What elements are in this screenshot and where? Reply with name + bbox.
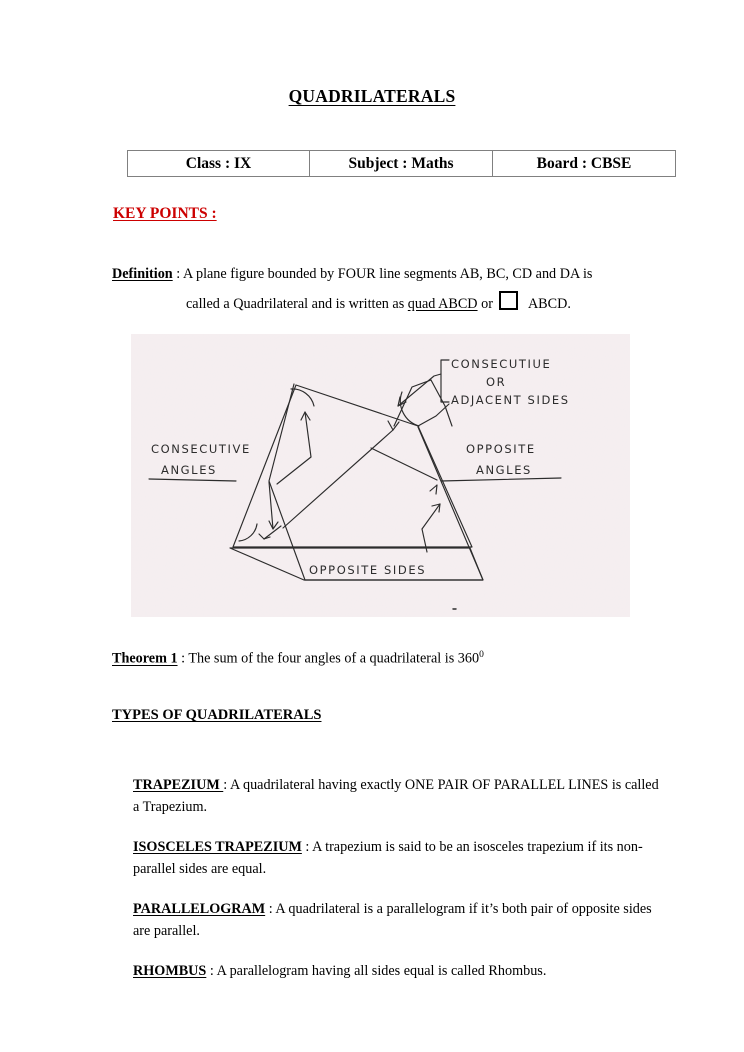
label-opposite-angles-line2: ANGLES: [476, 463, 532, 477]
definition-line2-or: or: [477, 296, 493, 312]
definition-block: [112, 259, 672, 319]
theorem-separator: :: [177, 650, 189, 667]
label-consecutive-angles-line1: CONSECUTIVE: [151, 442, 251, 456]
quadrilateral-figure-scan: [131, 334, 630, 617]
list-item: [133, 836, 668, 880]
type-name-parallelogram: PARALLELOGRAM: [133, 901, 266, 918]
label-opposite-sides: OPPOSITE SIDES: [309, 563, 427, 577]
definition-line-2: [186, 289, 672, 319]
type-separator: :: [223, 777, 230, 794]
theorem-degree-superscript: 0: [479, 650, 484, 660]
table-row: [128, 151, 676, 177]
list-item: [133, 960, 668, 982]
table-cell-class: Class : IX: [128, 151, 310, 177]
label-consecutive-or-adjacent-sides-line3: ADJACENT SIDES: [451, 393, 570, 407]
page-title: QUADRILATERALS: [288, 86, 456, 106]
type-text-isosceles-trapezium: A trapezium is said to be an isosceles trapezium if its non-parallel sides are equal.: [133, 839, 643, 878]
quadrilateral-square-symbol-icon: [499, 291, 518, 310]
definition-term: Definition: [112, 266, 173, 282]
theorem-term: Theorem 1: [112, 650, 178, 667]
table-cell-board: Board : CBSE: [493, 151, 676, 177]
list-item: [133, 774, 668, 818]
class-info-table: [127, 150, 676, 177]
label-consecutive-or-adjacent-sides-line2: OR: [486, 375, 507, 389]
type-separator: :: [265, 901, 276, 918]
types-list: [133, 760, 668, 1000]
key-points-heading: KEY POINTS :: [113, 205, 217, 222]
definition-line2-before: called a Quadrilateral and is written as: [186, 296, 408, 312]
figure-drawing: [131, 334, 630, 617]
definition-line-1: A plane figure bounded by FOUR line segments AB, BC, CD and DA is: [182, 266, 593, 282]
table-cell-subject: Subject : Maths: [310, 151, 493, 177]
label-consecutive-angles-line2: ANGLES: [161, 463, 217, 477]
label-consecutive-or-adjacent-sides-line1: CONSECUTIUE: [451, 357, 552, 371]
type-name-trapezium: TRAPEZIUM: [133, 777, 224, 794]
definition-line2-after: ABCD.: [527, 296, 571, 312]
type-text-trapezium: A quadrilateral having exactly ONE PAIR OF PARALLEL LINES is called a Trapezium.: [133, 777, 659, 816]
type-name-rhombus: RHOMBUS: [133, 963, 207, 980]
theorem-text: The sum of the four angles of a quadrilateral is 360: [188, 650, 480, 667]
type-separator: :: [301, 839, 313, 856]
type-name-isosceles-trapezium: ISOSCELES TRAPEZIUM: [133, 839, 302, 856]
label-opposite-angles-line1: OPPOSITE: [466, 442, 536, 456]
theorem-line: [112, 650, 484, 668]
list-item: [133, 898, 668, 942]
definition-quad-abcd: quad ABCD: [407, 296, 478, 312]
types-of-quadrilaterals-heading: TYPES OF QUADRILATERALS: [112, 707, 322, 723]
definition-separator: :: [172, 266, 183, 282]
type-separator: :: [206, 963, 217, 980]
type-text-rhombus: A parallelogram having all sides equal is called Rhombus.: [216, 963, 547, 980]
type-text-parallelogram: A quadrilateral is a parallelogram if it’s both pair of opposite sides are parallel.: [133, 901, 652, 940]
